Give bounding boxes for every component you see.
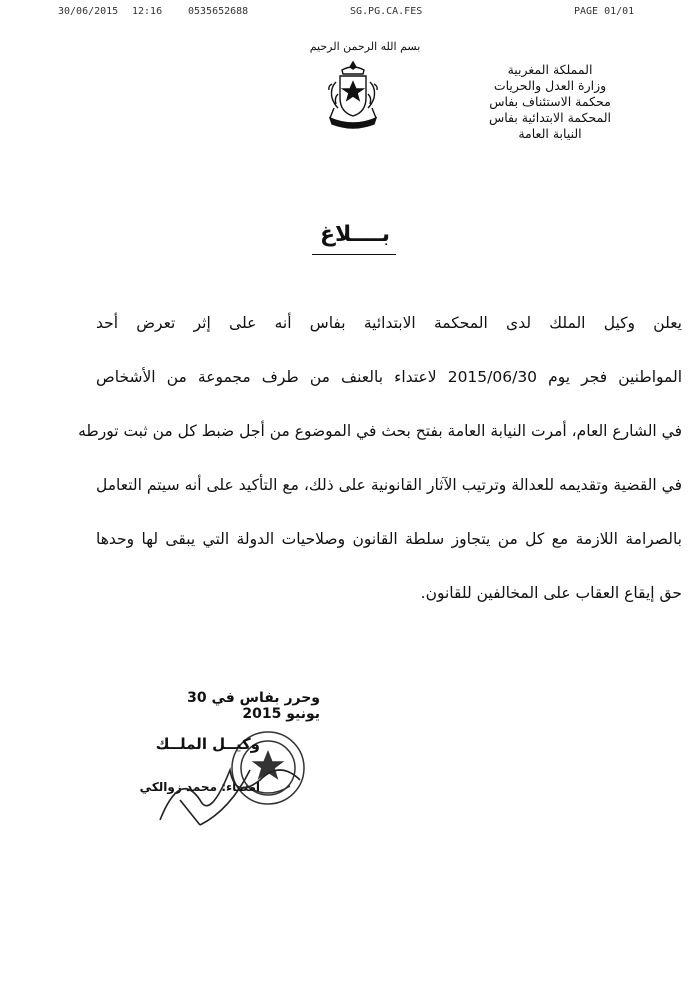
document-title: بــــلاغ: [319, 222, 391, 247]
fax-date: 30/06/2015: [58, 6, 119, 17]
communique-body: [78, 296, 682, 620]
body-line: في القضية وتقديمه للعدالة وترتيب الآثار القانونية على ذلك، مع التأكيد على أنه سيتم التعامل: [96, 476, 682, 494]
fax-sender-id: SG.PG.CA.FES: [350, 6, 423, 17]
body-line: بالصرامة اللازمة مع كل من يتجاوز سلطة القانون وصلاحيات الدولة التي يبقى لها وحدها: [96, 530, 682, 548]
org-line: المحكمة الابتدائية بفاس: [488, 110, 612, 125]
signature-label: امضاء: محمد زوالكي: [139, 780, 260, 794]
org-line: وزارة العدل والحريات: [493, 78, 607, 93]
org-line: المملكة المغربية: [507, 62, 593, 77]
basmala: بسم الله الرحمن الرحيم: [309, 40, 421, 53]
issuing-organization: [470, 62, 630, 142]
body-line: حق إيقاع العقاب على المخالفين للقانون.: [420, 584, 682, 602]
fax-phone: 0535652688: [188, 6, 249, 17]
fax-header: [0, 6, 700, 20]
body-line: يعلن وكيل الملك لدى المحكمة الابتدائية بفاس أنه على إثر تعرض أحد: [96, 314, 682, 332]
org-line: محكمة الاستئناف بفاس: [489, 94, 611, 109]
issue-date-line: وحرر بفاس في 30 يونيو 2015: [187, 690, 320, 722]
handwritten-signature: [150, 760, 330, 830]
fax-page: PAGE 01/01: [574, 6, 635, 17]
org-line: النيابة العامة: [518, 126, 582, 141]
body-line: في الشارع العام، أمرت النيابة العامة بفتح بحث في الموضوع من أجل ضبط كل من ثبت تورطه: [78, 422, 682, 440]
body-line: المواطنين فجر يوم 2015/06/30 لاعتداء بالعنف من طرف مجموعة من الأشخاص: [96, 368, 682, 386]
moroccan-coat-of-arms-icon: [322, 58, 384, 132]
fax-time: 12:16: [132, 6, 163, 17]
title-underline: [312, 254, 396, 255]
signatory-title: وكيــل الملــك: [155, 735, 260, 753]
